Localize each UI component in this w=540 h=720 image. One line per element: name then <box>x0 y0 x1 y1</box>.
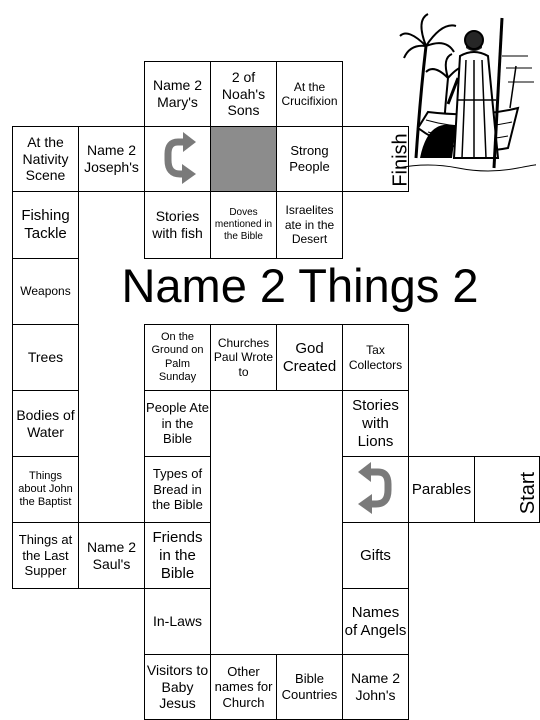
square-god-created: God Created <box>276 324 343 391</box>
square-churches-paul: Churches Paul Wrote to <box>210 324 277 391</box>
square-lions: Stories with Lions <box>342 390 409 457</box>
square-visitors: Visitors to Baby Jesus <box>144 654 211 720</box>
square-joseph: Name 2 Joseph's <box>78 126 145 192</box>
square-last-supper: Things at the Last Supper <box>12 522 79 589</box>
square-john-baptist: Things about John the Baptist <box>12 456 79 523</box>
curved-arrow-icon <box>354 460 398 520</box>
square-marys: Name 2 Mary's <box>144 61 211 127</box>
square-fishing-tackle: Fishing Tackle <box>12 191 79 259</box>
curved-arrow-icon <box>156 130 200 190</box>
square-crucifixion: At the Crucifixion <box>276 61 343 127</box>
square-gifts: Gifts <box>342 522 409 589</box>
square-start <box>474 456 540 523</box>
square-in-laws: In-Laws <box>144 588 211 655</box>
fisherman-illustration <box>398 8 536 176</box>
square-palm-sunday: On the Ground on Palm Sunday <box>144 324 211 391</box>
square-doves: Doves mentioned in the Bible <box>210 191 277 259</box>
square-trees: Trees <box>12 324 79 391</box>
square-tax-collectors: Tax Collectors <box>342 324 409 391</box>
square-people-ate: People Ate in the Bible <box>144 390 211 457</box>
square-israelites: Israelites ate in the Desert <box>276 191 343 259</box>
square-church-names: Other names for Church <box>210 654 277 720</box>
square-nativity: At the Nativity Scene <box>12 126 79 192</box>
square-bodies-water: Bodies of Water <box>12 390 79 457</box>
square-johns: Name 2 John's <box>342 654 409 720</box>
square-strong-people: Strong People <box>276 126 343 192</box>
square-bread: Types of Bread in the Bible <box>144 456 211 523</box>
square-stories-fish: Stories with fish <box>144 191 211 259</box>
page-title: Name 2 Things 2 <box>121 259 479 312</box>
square-bible-countries: Bible Countries <box>276 654 343 720</box>
square-noah: 2 of Noah's Sons <box>210 61 277 127</box>
square-saul: Name 2 Saul's <box>78 522 145 589</box>
square-weapons: Weapons <box>12 258 79 325</box>
square-shaded <box>210 126 277 192</box>
finish-label: Finish <box>389 133 412 187</box>
square-angels: Names of Angels <box>342 588 409 655</box>
square-arrow-turn-2 <box>342 456 409 523</box>
start-label: Start <box>517 471 540 515</box>
square-arrow-turn <box>144 126 211 192</box>
square-friends: Friends in the Bible <box>144 522 211 589</box>
square-parables: Parables <box>408 456 475 523</box>
